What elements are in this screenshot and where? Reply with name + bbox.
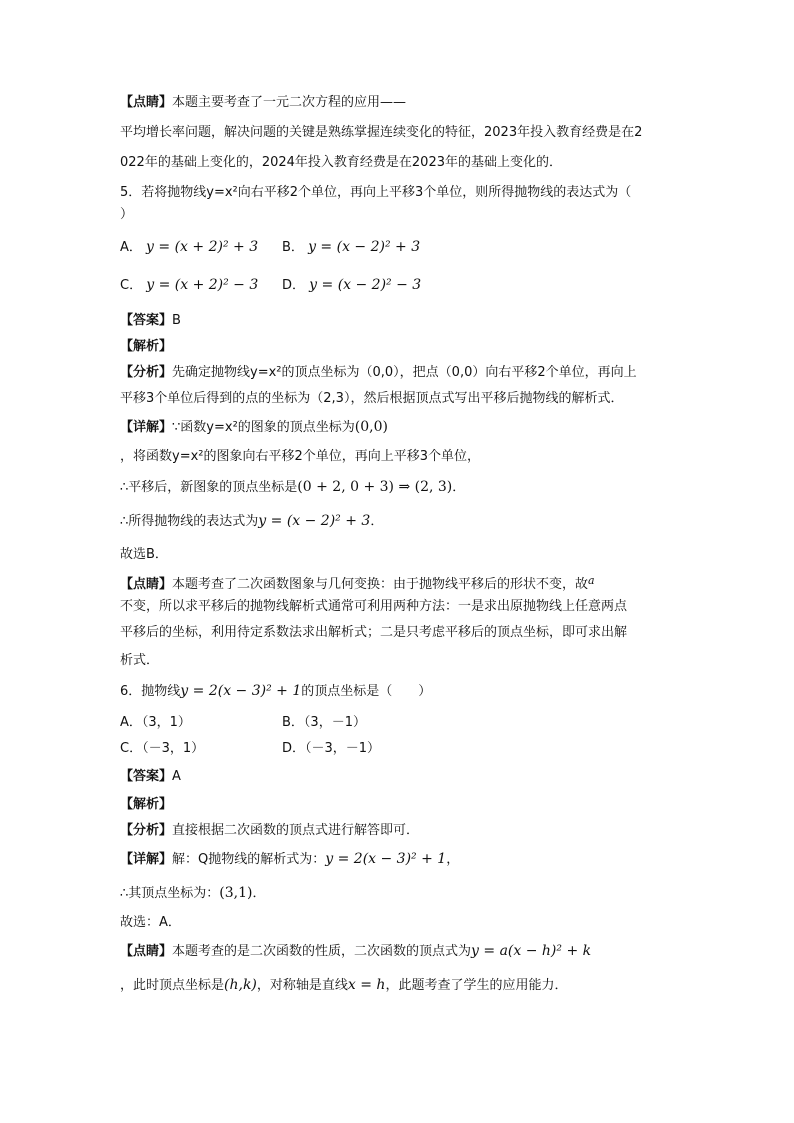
text-span: ， xyxy=(446,852,460,867)
paragraph-line: 平均增长率问题，解决问题的关键是熟练掌握连续变化的特征，2023年投入教育经费是在2 xyxy=(120,125,643,140)
option-d xyxy=(282,276,421,295)
dianjing-line xyxy=(120,942,591,961)
text-span: 本题考查了二次函数图象与几何变换：由于抛物线平移后的形状不变，故 xyxy=(172,577,589,592)
option-b: B．（3，－1） xyxy=(282,715,366,730)
fenxi-line xyxy=(120,364,637,382)
option-row-ab xyxy=(120,238,258,257)
fenxi-tag: 【分析】 xyxy=(120,823,173,838)
option-c xyxy=(120,276,258,295)
answer-value: A xyxy=(172,769,181,784)
text-span: ，此题考查了学生的应用能力． xyxy=(385,978,568,993)
option-c: C．（－3，1） xyxy=(120,741,205,756)
text-span: ，对称轴是直线 xyxy=(256,978,348,993)
vertex-hk: (h,k) xyxy=(224,977,257,993)
option-a-formula: y = (x + 2)² + 3 xyxy=(146,239,259,255)
xiangjie-line xyxy=(120,850,459,869)
answer-line xyxy=(120,312,181,330)
option-c-formula: y = (x + 2)² − 3 xyxy=(146,277,259,293)
translation-formula: (0 + 2, 0 + 3) ⇒ (2, 3) xyxy=(297,479,453,495)
xiangjie-tag: 【详解】 xyxy=(120,420,173,435)
dianjing-tag: 【点睛】 xyxy=(120,944,173,959)
question-6-stem xyxy=(120,682,431,701)
text-span: 本题考查的是二次函数的性质，二次函数的顶点式为 xyxy=(172,944,472,959)
text-span: ． xyxy=(452,480,466,495)
paragraph-line: 析式． xyxy=(120,653,160,668)
question-5-stem-end: ） xyxy=(120,207,134,222)
answer-tag: 【答案】 xyxy=(120,769,173,784)
paragraph-line: 不变，所以求平移后的抛物线解析式通常可利用两种方法：一是求出原抛物线上任意两点 xyxy=(120,599,628,614)
text-span: ∴平移后，新图象的顶点坐标是 xyxy=(120,480,298,495)
dianjing-text: 本题主要考查了一元二次方程的应用—— xyxy=(172,95,407,110)
fenxi-line xyxy=(120,822,419,840)
analysis-heading: 【解析】 xyxy=(120,339,173,354)
text-span: ，此时顶点坐标是 xyxy=(120,978,225,993)
vertex-form-formula: y = a(x − h)² + k xyxy=(471,943,592,959)
axis-formula: x = h xyxy=(347,977,386,993)
option-b-formula: y = (x − 2)² + 3 xyxy=(308,239,421,255)
option-d-formula: y = (x − 2)² − 3 xyxy=(309,277,422,293)
parabola-formula: y = 2(x − 3)² + 1 xyxy=(325,851,447,867)
text-span: 的顶点坐标是（ ） xyxy=(301,684,432,699)
dianjing-line xyxy=(120,572,595,594)
dianjing-line xyxy=(120,94,406,112)
fenxi-text: 直接根据二次函数的顶点式进行解答即可． xyxy=(172,823,420,838)
paragraph-line: 平移后的坐标，利用待定系数法求出解析式；二是只考虑平移后的顶点坐标，即可求出解 xyxy=(120,625,628,640)
answer-tag: 【答案】 xyxy=(120,313,173,328)
vertex-coordinate: (3,1) xyxy=(219,885,253,901)
question-6-formula: y = 2(x − 3)² + 1 xyxy=(180,683,302,699)
vertex-coordinate: (0,0) xyxy=(354,419,388,435)
option-b xyxy=(282,238,420,257)
xiangjie-line xyxy=(120,418,388,437)
option-b-label: B． xyxy=(282,240,304,255)
answer-line xyxy=(120,768,181,786)
option-a: A．（3，1） xyxy=(120,715,191,730)
paragraph-line xyxy=(120,478,465,497)
paragraph-line: 022年的基础上变化的，2024年投入教育经费是在2023年的基础上变化的． xyxy=(120,155,562,170)
analysis-heading: 【解析】 xyxy=(120,797,173,812)
option-d-label: D． xyxy=(282,278,306,293)
dianjing-tag: 【点睛】 xyxy=(120,577,173,592)
paragraph-line: ，将函数y=x²的图象向右平移2个单位，再向上平移3个单位， xyxy=(120,449,481,464)
paragraph-line: 平移3个单位后得到的点的坐标为（2,3），然后根据顶点式写出平移后抛物线的解析式． xyxy=(120,391,624,406)
paragraph-line xyxy=(120,976,567,995)
paragraph-line xyxy=(120,512,383,531)
xiangjie-tag: 【详解】 xyxy=(120,852,173,867)
question-5-stem: 5．若将抛物线y=x²向右平移2个单位，再向上平移3个单位，则所得抛物线的表达式为（ xyxy=(120,185,632,200)
fenxi-text: 先确定抛物线y=x²的顶点坐标为（0,0），把点（0,0）向右平移2个单位，再向上 xyxy=(172,365,637,380)
variable-a: a xyxy=(588,574,595,587)
answer-value: B xyxy=(172,313,181,328)
text-span: ． xyxy=(370,514,384,529)
text-span: ∴其顶点坐标为： xyxy=(120,886,220,901)
text-span: ∴所得抛物线的表达式为 xyxy=(120,514,259,529)
option-c-label: C． xyxy=(120,278,143,293)
result-formula: y = (x − 2)² + 3 xyxy=(258,513,371,529)
choice-line: 故选：A． xyxy=(120,915,181,930)
choice-line: 故选B． xyxy=(120,547,168,562)
option-d: D．（－3，－1） xyxy=(282,741,381,756)
xiangjie-text: ∵函数y=x²的图象的顶点坐标为 xyxy=(172,420,355,435)
option-a-label: A． xyxy=(120,240,142,255)
dianjing-tag: 【点睛】 xyxy=(120,95,173,110)
text-span: ． xyxy=(252,886,266,901)
text-span: 解：Q抛物线的解析式为： xyxy=(172,852,326,867)
text-span: 6．抛物线 xyxy=(120,684,181,699)
fenxi-tag: 【分析】 xyxy=(120,365,173,380)
paragraph-line xyxy=(120,884,266,903)
